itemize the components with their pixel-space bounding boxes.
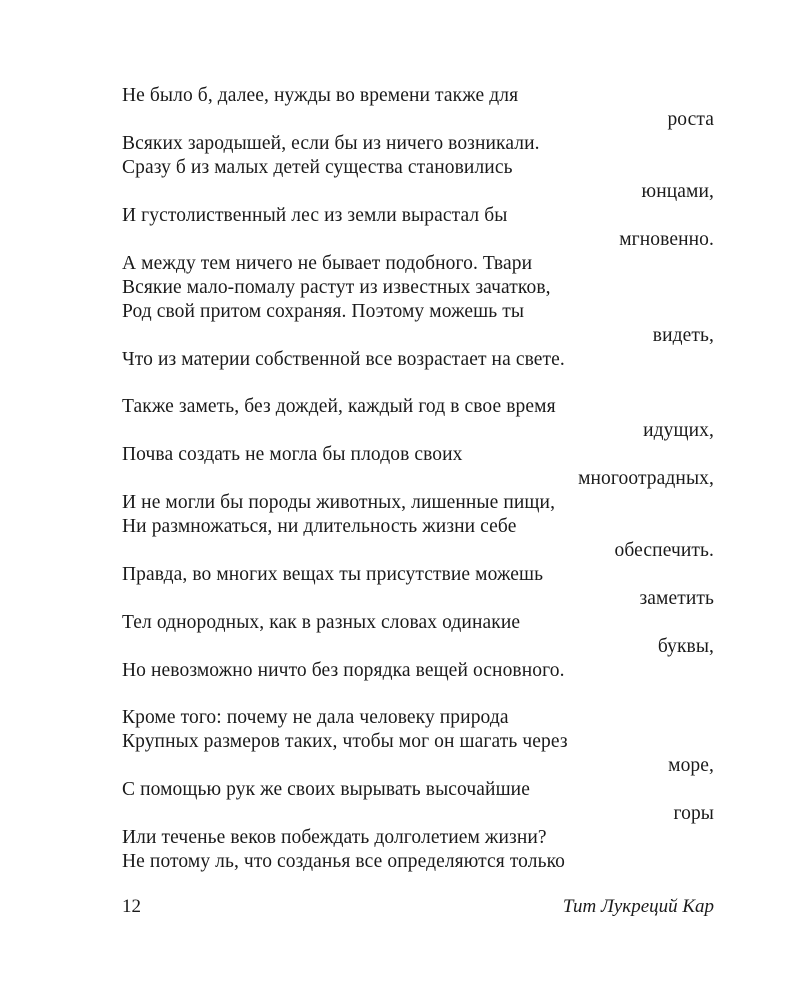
verse-line: Или теченье веков побеждать долголетием жизни? (122, 827, 547, 848)
verse-line: И густолиственный лес из земли вырастал бы (122, 205, 508, 226)
verse-line: Не было б, далее, нужды во времени также для (122, 85, 519, 106)
stanza (122, 706, 714, 874)
poem-body (122, 84, 714, 874)
verse-line: Род свой притом сохраняя. Поэтому можешь ты (122, 301, 525, 322)
stanza (122, 395, 714, 683)
verse-line: Всякие мало-помалу растут из известных зачатков, (122, 277, 551, 298)
verse-line: Также заметь, без дождей, каждый год в свое время (122, 396, 556, 417)
verse-line: Правда, во многих вещах ты присутствие можешь (122, 564, 544, 585)
verse-line-continuation: роста (667, 109, 714, 130)
page-footer (122, 895, 714, 919)
verse-line-continuation: буквы, (657, 636, 714, 657)
verse-line: Всяких зародышей, если бы из ничего возникали. (122, 133, 540, 154)
verse-line: Тел однородных, как в разных словах одинакие (122, 612, 521, 633)
verse-line: Почва создать не могла бы плодов своих (122, 444, 463, 465)
verse-line-continuation: обеспечить. (614, 540, 714, 561)
verse-line-continuation: горы (673, 803, 714, 824)
verse-line: Не потому ль, что созданья все определяются только (122, 851, 566, 872)
verse-line: Ни размножаться, ни длительность жизни себе (122, 516, 517, 537)
verse-line: Сразу б из малых детей существа становились (122, 157, 513, 178)
verse-line-continuation: заметить (639, 588, 714, 609)
verse-line: И не могли бы породы животных, лишенные пищи, (122, 492, 556, 513)
verse-line-continuation: море, (668, 755, 714, 776)
verse-line: Крупных размеров таких, чтобы мог он шагать через (122, 731, 568, 752)
verse-line: Кроме того: почему не дала человеку природа (122, 707, 509, 728)
verse-line: Что из материи собственной все возрастает на свете. (122, 349, 565, 370)
verse-line-continuation: юнцами, (641, 181, 714, 202)
verse-line-continuation: многоотрадных, (578, 468, 714, 489)
verse-line: А между тем ничего не бывает подобного. Твари (122, 253, 533, 274)
running-head-author: Тит Лукреций Кар (562, 896, 714, 917)
verse-line: Но невозможно ничто без порядка вещей основного. (122, 660, 565, 681)
verse-line-continuation: мгновенно. (619, 229, 714, 250)
verse-line-continuation: видеть, (652, 325, 714, 346)
verse-line-continuation: идущих, (643, 420, 714, 441)
page-number: 12 (122, 896, 141, 917)
verse-line: С помощью рук же своих вырывать высочайшие (122, 779, 530, 800)
stanza (122, 84, 714, 372)
